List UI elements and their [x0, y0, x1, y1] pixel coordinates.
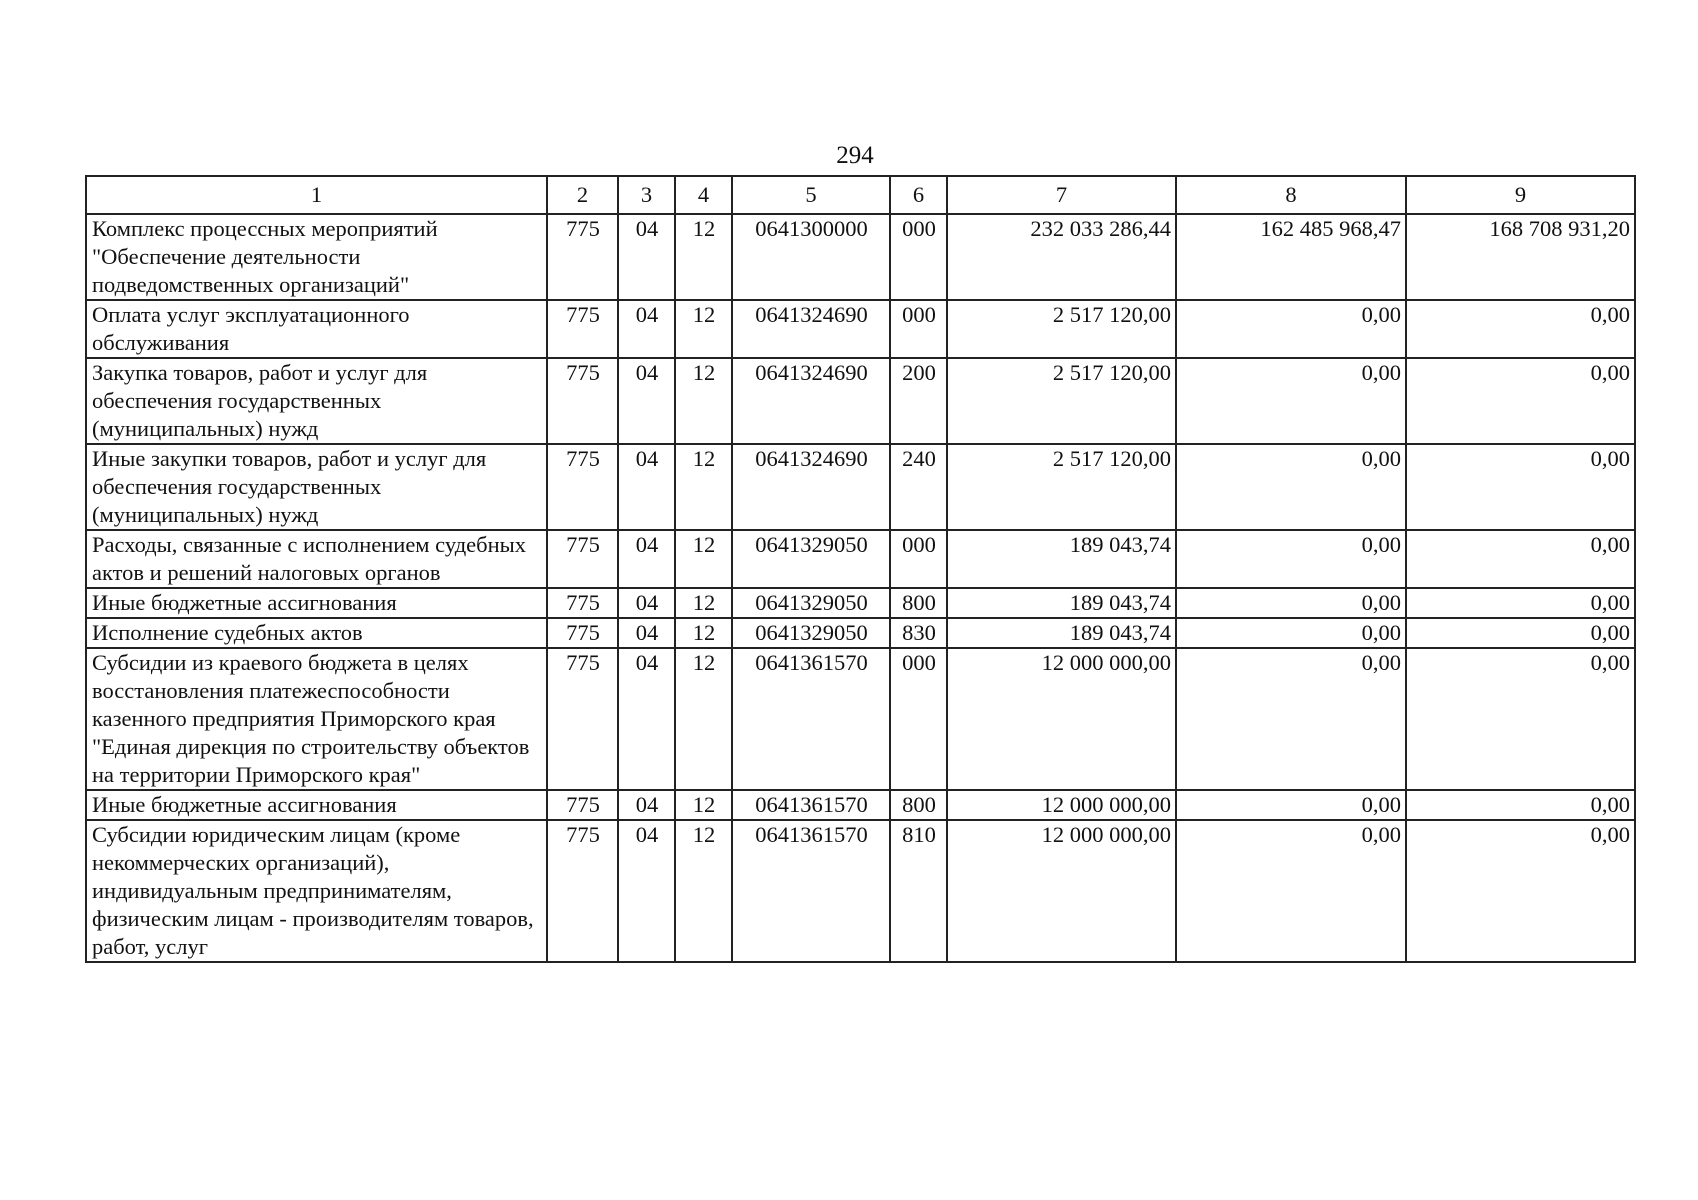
expense-type-cell: 830 [890, 618, 947, 648]
column-header: 4 [675, 176, 732, 214]
target-article-cell: 0641324690 [732, 300, 890, 358]
expense-type-cell: 000 [890, 300, 947, 358]
row-name-cell: Оплата услуг эксплуатационного обслуживания [86, 300, 547, 358]
chapter-code-cell: 775 [547, 618, 618, 648]
row-name-cell: Субсидии из краевого бюджета в целях восстановления платежеспособности казенного предприятия Приморского края "Единая дирекция по строительству объектов на территории Приморского края" [86, 648, 547, 790]
table-row [86, 530, 1635, 588]
table-row [86, 444, 1635, 530]
row-name-cell: Иные бюджетные ассигнования [86, 588, 547, 618]
amount-col8-cell: 0,00 [1176, 618, 1406, 648]
subsection-code-cell: 12 [675, 618, 732, 648]
column-header: 6 [890, 176, 947, 214]
amount-col9-cell: 0,00 [1406, 530, 1635, 588]
section-code-cell: 04 [618, 300, 675, 358]
table-row [86, 790, 1635, 820]
table-row [86, 300, 1635, 358]
chapter-code-cell: 775 [547, 300, 618, 358]
row-name-cell: Комплекс процессных мероприятий "Обеспечение деятельности подведомственных организаций" [86, 214, 547, 300]
amount-col8-cell: 0,00 [1176, 358, 1406, 444]
section-code-cell: 04 [618, 790, 675, 820]
amount-col8-cell: 0,00 [1176, 588, 1406, 618]
target-article-cell: 0641361570 [732, 648, 890, 790]
column-header: 9 [1406, 176, 1635, 214]
row-name-cell: Иные бюджетные ассигнования [86, 790, 547, 820]
expense-type-cell: 800 [890, 588, 947, 618]
row-name-cell: Исполнение судебных актов [86, 618, 547, 648]
section-code-cell: 04 [618, 648, 675, 790]
amount-col9-cell: 0,00 [1406, 648, 1635, 790]
column-header: 2 [547, 176, 618, 214]
row-name-cell: Закупка товаров, работ и услуг для обеспечения государственных (муниципальных) нужд [86, 358, 547, 444]
page-number: 294 [836, 142, 874, 169]
subsection-code-cell: 12 [675, 530, 732, 588]
table-row [86, 820, 1635, 962]
subsection-code-cell: 12 [675, 588, 732, 618]
column-header: 7 [947, 176, 1176, 214]
section-code-cell: 04 [618, 530, 675, 588]
amount-col9-cell: 0,00 [1406, 790, 1635, 820]
table-row [86, 618, 1635, 648]
section-code-cell: 04 [618, 588, 675, 618]
amount-col7-cell: 232 033 286,44 [947, 214, 1176, 300]
subsection-code-cell: 12 [675, 214, 732, 300]
amount-col8-cell: 0,00 [1176, 444, 1406, 530]
expense-type-cell: 000 [890, 214, 947, 300]
target-article-cell: 0641361570 [732, 820, 890, 962]
amount-col7-cell: 2 517 120,00 [947, 300, 1176, 358]
subsection-code-cell: 12 [675, 648, 732, 790]
subsection-code-cell: 12 [675, 358, 732, 444]
amount-col9-cell: 168 708 931,20 [1406, 214, 1635, 300]
chapter-code-cell: 775 [547, 790, 618, 820]
target-article-cell: 0641300000 [732, 214, 890, 300]
amount-col7-cell: 189 043,74 [947, 530, 1176, 588]
column-header: 3 [618, 176, 675, 214]
row-name-cell: Иные закупки товаров, работ и услуг для обеспечения государственных (муниципальных) нужд [86, 444, 547, 530]
expense-type-cell: 200 [890, 358, 947, 444]
subsection-code-cell: 12 [675, 444, 732, 530]
row-name-cell: Субсидии юридическим лицам (кроме некоммерческих организаций), индивидуальным предпринимателям, физическим лицам - производителям товаров, работ, услуг [86, 820, 547, 962]
target-article-cell: 0641329050 [732, 530, 890, 588]
amount-col9-cell: 0,00 [1406, 300, 1635, 358]
table-row [86, 358, 1635, 444]
amount-col8-cell: 0,00 [1176, 820, 1406, 962]
subsection-code-cell: 12 [675, 790, 732, 820]
target-article-cell: 0641324690 [732, 444, 890, 530]
target-article-cell: 0641324690 [732, 358, 890, 444]
amount-col7-cell: 12 000 000,00 [947, 648, 1176, 790]
amount-col7-cell: 12 000 000,00 [947, 820, 1176, 962]
amount-col9-cell: 0,00 [1406, 444, 1635, 530]
chapter-code-cell: 775 [547, 648, 618, 790]
chapter-code-cell: 775 [547, 530, 618, 588]
budget-table [85, 175, 1636, 963]
target-article-cell: 0641361570 [732, 790, 890, 820]
column-header: 8 [1176, 176, 1406, 214]
amount-col9-cell: 0,00 [1406, 588, 1635, 618]
expense-type-cell: 800 [890, 790, 947, 820]
column-header: 5 [732, 176, 890, 214]
amount-col7-cell: 12 000 000,00 [947, 790, 1176, 820]
chapter-code-cell: 775 [547, 214, 618, 300]
target-article-cell: 0641329050 [732, 588, 890, 618]
amount-col7-cell: 2 517 120,00 [947, 358, 1176, 444]
chapter-code-cell: 775 [547, 444, 618, 530]
amount-col9-cell: 0,00 [1406, 358, 1635, 444]
expense-type-cell: 810 [890, 820, 947, 962]
table-row [86, 648, 1635, 790]
chapter-code-cell: 775 [547, 588, 618, 618]
table-row [86, 214, 1635, 300]
amount-col9-cell: 0,00 [1406, 820, 1635, 962]
amount-col8-cell: 0,00 [1176, 790, 1406, 820]
section-code-cell: 04 [618, 618, 675, 648]
amount-col8-cell: 0,00 [1176, 648, 1406, 790]
amount-col8-cell: 0,00 [1176, 300, 1406, 358]
section-code-cell: 04 [618, 358, 675, 444]
chapter-code-cell: 775 [547, 358, 618, 444]
amount-col8-cell: 0,00 [1176, 530, 1406, 588]
subsection-code-cell: 12 [675, 300, 732, 358]
amount-col7-cell: 189 043,74 [947, 588, 1176, 618]
header-row [86, 176, 1635, 214]
amount-col7-cell: 2 517 120,00 [947, 444, 1176, 530]
section-code-cell: 04 [618, 820, 675, 962]
column-header: 1 [86, 176, 547, 214]
amount-col9-cell: 0,00 [1406, 618, 1635, 648]
row-name-cell: Расходы, связанные с исполнением судебных актов и решений налоговых органов [86, 530, 547, 588]
expense-type-cell: 240 [890, 444, 947, 530]
expense-type-cell: 000 [890, 530, 947, 588]
subsection-code-cell: 12 [675, 820, 732, 962]
chapter-code-cell: 775 [547, 820, 618, 962]
target-article-cell: 0641329050 [732, 618, 890, 648]
section-code-cell: 04 [618, 214, 675, 300]
amount-col8-cell: 162 485 968,47 [1176, 214, 1406, 300]
amount-col7-cell: 189 043,74 [947, 618, 1176, 648]
section-code-cell: 04 [618, 444, 675, 530]
table-row [86, 588, 1635, 618]
expense-type-cell: 000 [890, 648, 947, 790]
